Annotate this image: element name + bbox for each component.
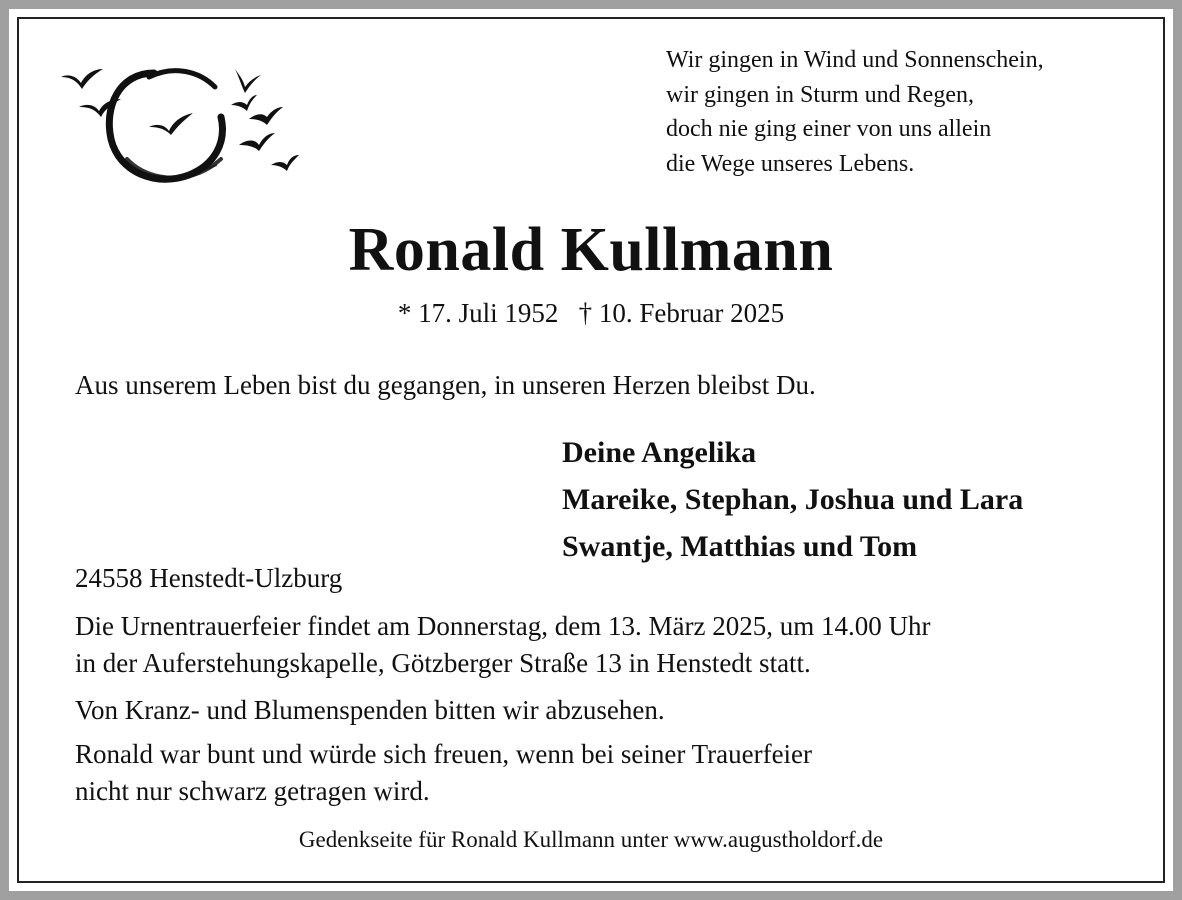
service-announcement bbox=[75, 608, 930, 682]
poem-line: doch nie ging einer von uns allein bbox=[666, 116, 992, 142]
poem bbox=[666, 43, 1044, 181]
deceased-name: Ronald Kullmann bbox=[348, 216, 834, 284]
poem-line: wir gingen in Sturm und Regen, bbox=[666, 81, 974, 108]
family-signatures bbox=[562, 429, 1023, 570]
sun-with-flying-birds-icon bbox=[49, 47, 309, 197]
family-line: Deine Angelika bbox=[562, 436, 757, 469]
obituary-card bbox=[9, 9, 1173, 891]
service-line: Die Urnentrauerfeier findet am Donnerstag, dem 13. März 2025, um 14.00 Uhr bbox=[75, 611, 931, 641]
dress-code-line: nicht nur schwarz getragen wird. bbox=[75, 776, 430, 806]
dress-code-note bbox=[75, 736, 812, 810]
poem-line: die Wege unseres Lebens. bbox=[666, 150, 915, 177]
flowers-note: Von Kranz- und Blumenspenden bitten wir abzusehen. bbox=[75, 695, 665, 725]
memorial-page-line: Gedenkseite für Ronald Kullmann unter www.augustholdorf.de bbox=[298, 827, 884, 852]
family-line: Mareike, Stephan, Joshua und Lara bbox=[562, 483, 1024, 516]
family-line: Swantje, Matthias und Tom bbox=[562, 530, 918, 563]
city-line: 24558 Henstedt-Ulzburg bbox=[75, 563, 343, 593]
life-dates: * 17. Juli 1952 † 10. Februar 2025 bbox=[397, 298, 785, 328]
service-line: in der Auferstehungskapelle, Götzberger Straße 13 in Henstedt statt. bbox=[75, 648, 811, 678]
dress-code-line: Ronald war bunt und würde sich freuen, wenn bei seiner Trauerfeier bbox=[75, 739, 813, 769]
poem-line: Wir gingen in Wind und Sonnenschein, bbox=[666, 47, 1044, 73]
motto-text: Aus unserem Leben bist du gegangen, in unseren Herzen bleibst Du. bbox=[75, 370, 816, 400]
